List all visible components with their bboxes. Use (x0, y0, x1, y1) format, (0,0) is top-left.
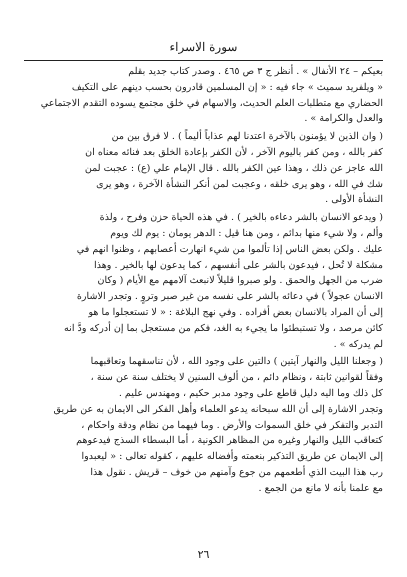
text-line: كتعاقب الليل والنهار وغيره من المظاهر الكونية ، أما البسطاء السذج فيدعوهم (76, 435, 383, 447)
text-line: ( وجعلنا الليل والنهار آيتين ) دالتين على وجود الله ، لأن تناسقهما وتعاقبهما (90, 356, 383, 368)
text-line: إلى الايمان عن طريق التذكير بنعمته وأفضاله عليهم ، كقوله تعالى : « ليعبدوا (81, 451, 383, 463)
text-line: مشكلة لا تُحل ، فيدعون بالشر على أنفسهم ، كما يدعون لها بالخير . وهذا (94, 259, 383, 271)
text-line: « ويلفريد سميث » جاء فيه : « إن المسلمين قادرون بحسب دينهم على التكيف (71, 81, 383, 93)
text-line: الحضاري مع متطلبات العلم الحديث، والاسهام في خلق مجتمع يسوده التقدم الاجتماعي (40, 97, 383, 109)
text-line: لم يدركه » . (333, 338, 383, 350)
text-line: كائن مرصد ، ولا تستبطئوا ما يجيء به الغد، فكم من مستعجل بما إن أدركه ودَّ انه (64, 322, 383, 334)
text-line: الله عاجز عن ذلك ، وهذا عين الكفر بالله . قال الإمام علي (ع) : عجبت لمن (84, 162, 383, 174)
text-line: شك في الله ، وهو يرى خلقه ، وعجبت لمن أنكر النشأة الآخرة ، وهو يرى (96, 178, 383, 190)
text-line: ( وان الذين لا يؤمنون بالآخرة اعتدنا لهم عذاباً أليماً ) . لا فرق بين من (111, 131, 383, 143)
text-line: وألم ، ولا شيء منها بدائم ، ومن هنا قيل : الدهر يومان : يوم لك ويوم (110, 227, 383, 239)
text-line: التدبر والتفكر في خلق السموات والأرض . وما فيهما من نظام ودقة واحكام ، (81, 419, 383, 431)
text-line: ضرب من الجهل والحمق . ولو صبروا قليلاً لانبعث آلامهم مع الأيام ( وكان (97, 275, 383, 287)
page-title: سورة الاسراء (169, 40, 238, 54)
page-number: ٢٦ (197, 548, 210, 561)
text-line: النشأة الأولى . (325, 194, 383, 206)
text-line: رب هذا البيت الذي أطعمهم من جوع وآمنهم من خوف – قريش . نقول هذا (90, 466, 383, 478)
paragraph (24, 64, 383, 127)
text-line: كفر بالله ، ومن كفر باليوم الآخر ، لأن الكفر بإعادة الخلق بعد فنائه معناه ان (85, 146, 383, 158)
text-line: الانسان عجولاً ) في دعائه بالشر على نفسه من غير صبر وتروٍ . وتجدر الاشارة (76, 291, 383, 303)
text-line: مع علمنا بأنه لا مانع من الجمع . (258, 482, 383, 494)
text-line: ( ويدعو الانسان بالشر دعاءه بالخير ) . في هذه الحياة حزن وفرح ، ولذة (99, 212, 383, 224)
text-line: بعيكم – ٢٤ الأنفال » . أنظر ج ٣ ص ٤٦٥ . وصدر كتاب جديد بقلم (128, 66, 383, 77)
text-line: وفقاً لقوانين ثابتة ، ونظام دائم ، من ألوف السنين لا يختلف سنة عن سنة ، (90, 372, 383, 384)
text-line: عليك . ولكن بعض الناس إذا تألموا من شيء انهارت أعصابهم ، وظنوا انهم في (76, 243, 383, 255)
text-line: والعدل والكرامة » . (304, 113, 383, 125)
paragraph (24, 210, 383, 352)
page-body (24, 64, 383, 499)
header-rule (24, 60, 383, 61)
paragraph (24, 354, 383, 496)
paragraph (24, 129, 383, 208)
text-line: كل ذلك وما اليه دليل قاطع على وجود مدبر حكيم ، ومهندس عليم . (118, 387, 383, 399)
text-line: إلى أن المراد بالانسان بعض أفراده . وفي نهج البلاغة : « لا تستعجلوا ما هو (88, 306, 383, 318)
text-line: وتجدر الاشارة إلى أن الله سبحانه يدعو العلماء وأهل الفكر الى الايمان به عن طريق (53, 403, 383, 415)
